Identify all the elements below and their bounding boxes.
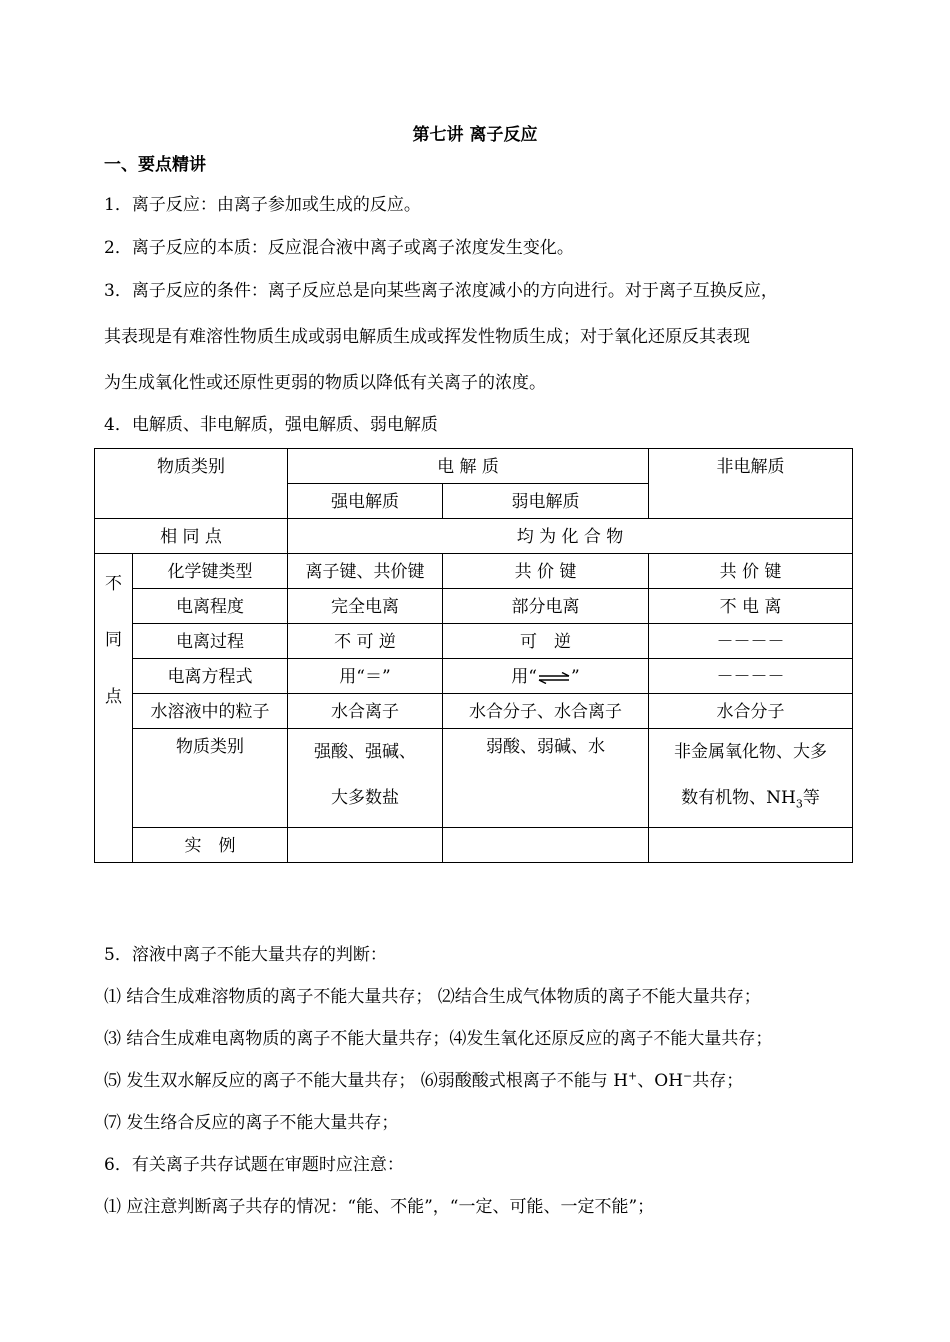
paragraph-6: 6．有关离子共存试题在审题时应注意： xyxy=(104,1155,404,1175)
h-plus-superscript: + xyxy=(628,1069,638,1083)
paragraph-5-item-7: ⑺ 发生络合反应的离子不能大量共存； xyxy=(104,1113,399,1133)
non-category-line-1: 非金属氧化物、大多 xyxy=(674,742,827,762)
paragraph-3-line-3: 为生成氧化性或还原性更弱的物质以降低有关离子的浓度。 xyxy=(104,373,546,393)
cell-strong-particles: 水合离子 xyxy=(288,694,443,729)
row-label-particles: 水溶液中的粒子 xyxy=(133,694,288,729)
strong-category-line-1: 强酸、强碱、 xyxy=(314,742,416,762)
oh-minus-superscript: − xyxy=(683,1069,693,1083)
paragraph-4: 4．电解质、非电解质，强电解质、弱电解质 xyxy=(104,415,438,435)
same-point-value: 均 为 化 合 物 xyxy=(288,519,853,554)
item-5-6-text: ⑸ 发生双水解反应的离子不能大量共存； ⑹弱酸酸式根离子不能与 H xyxy=(104,1071,629,1091)
header-electrolyte: 电 解 质 xyxy=(288,449,649,484)
weak-eq-suffix: ” xyxy=(571,667,580,687)
oh-text: 、OH xyxy=(637,1071,684,1091)
coexist-text: 共存； xyxy=(692,1071,744,1091)
row-label-ionization-degree: 电离程度 xyxy=(133,589,288,624)
cell-non-bond: 共 价 键 xyxy=(649,554,853,589)
electrolyte-table xyxy=(94,448,853,863)
cell-strong-examples xyxy=(288,828,443,863)
non-category-line-2 xyxy=(651,775,850,827)
header-non-electrolyte: 非电解质 xyxy=(649,449,853,519)
weak-eq-prefix: 用“ xyxy=(511,667,537,687)
cell-strong-process: 不 可 逆 xyxy=(288,624,443,659)
cell-weak-particles: 水合分子、水合离子 xyxy=(443,694,649,729)
category-suffix: 等 xyxy=(802,788,820,808)
paragraph-2: 2．离子反应的本质：反应混合液中离子或离子浓度发生变化。 xyxy=(104,238,574,258)
cell-weak-bond: 共 价 键 xyxy=(443,554,649,589)
header-weak-electrolyte: 弱电解质 xyxy=(443,484,649,519)
section-heading: 一、要点精讲 xyxy=(104,155,206,175)
page-title: 第七讲 离子反应 xyxy=(412,125,538,145)
paragraph-3-line-1: 3．离子反应的条件：离子反应总是向某些离子浓度减小的方向进行。对于离子互换反应， xyxy=(104,281,778,301)
paragraph-5-item-1-2: ⑴ 结合生成难溶物质的离子不能大量共存； ⑵结合生成气体物质的离子不能大量共存； xyxy=(104,987,761,1007)
cell-non-degree: 不 电 离 xyxy=(649,589,853,624)
row-label-ionization-process: 电离过程 xyxy=(133,624,288,659)
cell-weak-degree: 部分电离 xyxy=(443,589,649,624)
cell-non-equation: －－－－ xyxy=(649,659,853,694)
cell-non-examples xyxy=(649,828,853,863)
same-point-label: 相 同 点 xyxy=(95,519,288,554)
paragraph-3-line-2: 其表现是有难溶性物质生成或弱电解质生成或挥发性物质生成；对于氧化还原反其表现 xyxy=(104,327,750,347)
cell-weak-category: 弱酸、弱碱、水 xyxy=(443,729,649,828)
paragraph-5-item-5-6 xyxy=(104,1066,743,1091)
paragraph-6-item-1: ⑴ 应注意判断离子共存的情况：“能、不能”，“一定、可能、一定不能”； xyxy=(104,1197,655,1217)
nh3-text: 数有机物、NH xyxy=(681,788,796,808)
different-point-label xyxy=(95,554,133,863)
row-label-bond-type: 化学键类型 xyxy=(133,554,288,589)
diff-char-2: 同 xyxy=(105,630,122,651)
nh3-subscript: 3 xyxy=(795,797,803,811)
cell-strong-bond: 离子键、共价键 xyxy=(288,554,443,589)
cell-weak-process: 可 逆 xyxy=(443,624,649,659)
row-label-ionization-equation: 电离方程式 xyxy=(133,659,288,694)
header-substance-type: 物质类别 xyxy=(95,449,288,519)
paragraph-1: 1．离子反应：由离子参加或生成的反应。 xyxy=(104,195,421,215)
paragraph-5: 5．溶液中离子不能大量共存的判断： xyxy=(104,945,387,965)
header-strong-electrolyte: 强电解质 xyxy=(288,484,443,519)
cell-weak-examples xyxy=(443,828,649,863)
paragraph-5-item-3-4: ⑶ 结合生成难电离物质的离子不能大量共存；⑷发生氧化还原反应的离子不能大量共存； xyxy=(104,1029,773,1049)
cell-strong-category xyxy=(288,729,443,828)
cell-weak-equation xyxy=(443,659,649,694)
diff-char-3: 点 xyxy=(105,686,122,707)
cell-non-category xyxy=(649,729,853,828)
row-label-examples: 实 例 xyxy=(133,828,288,863)
row-label-substance-category: 物质类别 xyxy=(133,729,288,828)
cell-strong-degree: 完全电离 xyxy=(288,589,443,624)
strong-category-line-2: 大多数盐 xyxy=(331,788,399,808)
cell-non-particles: 水合分子 xyxy=(649,694,853,729)
reversible-arrow-icon xyxy=(537,672,571,684)
diff-char-1: 不 xyxy=(105,574,122,594)
cell-non-process: －－－－ xyxy=(649,624,853,659)
cell-strong-equation: 用“＝” xyxy=(288,659,443,694)
